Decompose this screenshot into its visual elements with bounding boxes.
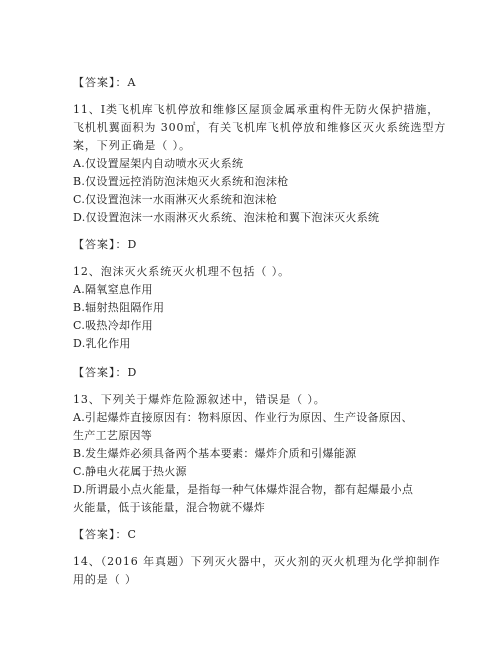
question-12-option-b: B.辐射热阻隔作用 [73, 301, 165, 314]
question-13-option-a-line-1: A.引起爆炸直接原因有：物料原因、作业行为原因、生产设备原因、 [73, 411, 413, 424]
answer-label-q11: 【答案】：D [73, 238, 138, 251]
question-11-line-3: 案，下列正确是（ ）。 [73, 139, 191, 152]
question-12-option-d: D.乳化作用 [73, 337, 131, 350]
question-13-option-d-line-2: 火能量，低于该能量，混合物就不爆炸 [73, 501, 266, 514]
question-12-option-c: C.吸热冷却作用 [73, 319, 153, 332]
question-11-option-a: A.仅设置屋架内自动喷水灭火系统 [73, 157, 244, 170]
question-11-line-2: 飞机机翼面积为 300㎡，有关飞机库飞机停放和维修区灭火系统选型方 [73, 121, 447, 134]
question-12-line-1: 12、泡沫灭火系统灭火机理不包括（ ）。 [73, 265, 290, 278]
question-14-line-2: 用的是（ ） [73, 573, 137, 586]
question-12-option-a: A.隔氧窒息作用 [73, 283, 153, 296]
question-13-option-c: C.静电火花属于热火源 [73, 465, 187, 478]
question-11-option-d: D.仅设置泡沫一水雨淋灭火系统、泡沫枪和翼下泡沫灭火系统 [73, 211, 380, 224]
answer-label-q10: 【答案】：A [73, 76, 137, 89]
question-13-option-a-line-2: 生产工艺原因等 [73, 429, 153, 442]
question-11-option-b: B.仅设置远控消防泡沫炮灭火系统和泡沫枪 [73, 175, 289, 188]
question-13-option-d-line-1: D.所谓最小点火能量，是指每一种气体爆炸混合物，都有起爆最小点 [73, 483, 414, 496]
answer-label-q13: 【答案】：C [73, 528, 137, 541]
question-13-option-b: B.发生爆炸必须具备两个基本要素：爆炸介质和引爆能源 [73, 447, 357, 460]
answer-label-q12: 【答案】：D [73, 366, 138, 379]
question-14-line-1: 14、（2016 年真题）下列灭火器中，灭火剂的灭火机理为化学抑制作 [73, 555, 441, 568]
question-11-option-c: C.仅设置泡沫一水雨淋灭火系统和泡沫枪 [73, 193, 278, 206]
question-13-line-1: 13、下列关于爆炸危险源叙述中，错误是（ ）。 [73, 393, 326, 406]
question-11-line-1: 11、Ⅰ类飞机库飞机停放和维修区屋顶金属承重构件无防火保护措施， [73, 103, 440, 116]
